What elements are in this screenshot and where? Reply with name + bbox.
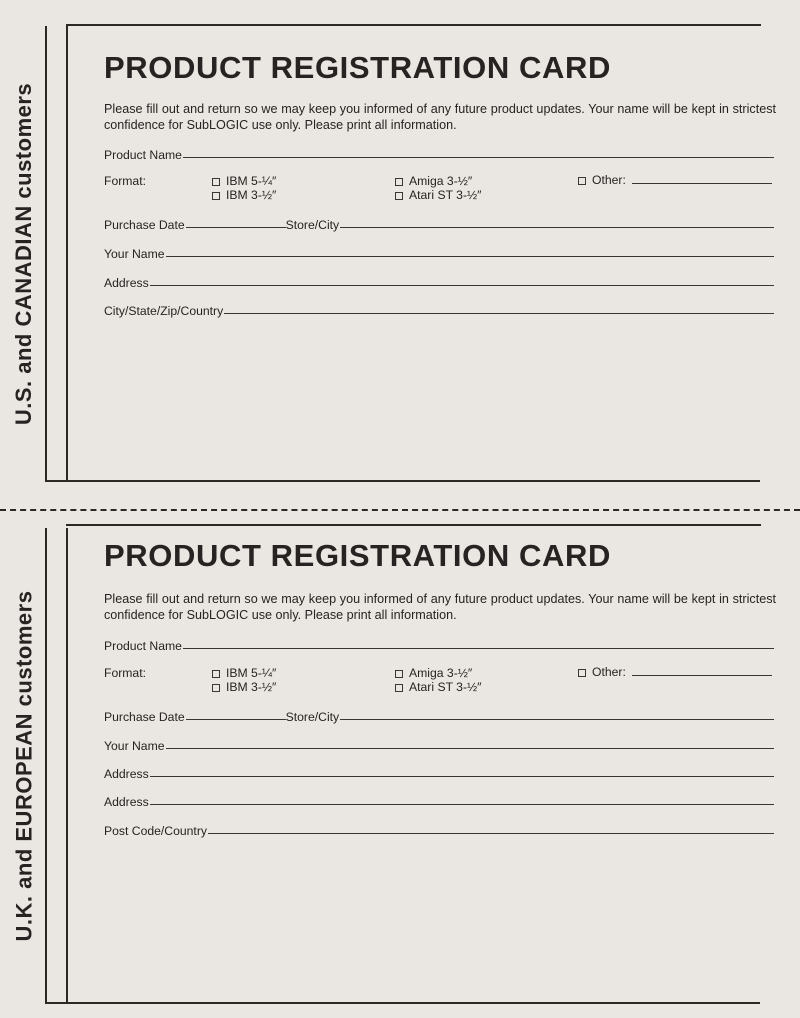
- address-field-1[interactable]: [104, 765, 774, 781]
- intro-text: Please fill out and return so we may keep you informed of any future product updates. Your name will be kept in strictest confidence for SubLOGIC use only. Please print all information.: [104, 592, 776, 622]
- product-name-line[interactable]: [183, 157, 774, 158]
- product-name-field[interactable]: [104, 637, 774, 653]
- registration-card-us-canada: [0, 0, 800, 500]
- inner-border: [66, 528, 68, 1004]
- checkbox-icon[interactable]: [395, 684, 403, 692]
- your-name-label: Your Name: [104, 247, 165, 261]
- store-city-label: Store/City: [285, 218, 340, 232]
- city-state-field[interactable]: [104, 302, 774, 318]
- product-name-label: Product Name: [104, 639, 182, 653]
- checkbox-icon[interactable]: [578, 177, 586, 185]
- checkbox-icon[interactable]: [395, 670, 403, 678]
- address-line[interactable]: [150, 776, 774, 777]
- checkbox-icon[interactable]: [212, 684, 220, 692]
- purchase-date-line[interactable]: [186, 227, 286, 228]
- top-border: [66, 24, 761, 26]
- post-code-line[interactable]: [208, 833, 774, 834]
- checkbox-icon[interactable]: [395, 192, 403, 200]
- option-atari-st-3-5[interactable]: Atari ST 3-½″: [395, 680, 482, 694]
- address-line[interactable]: [150, 285, 774, 286]
- your-name-field[interactable]: [104, 737, 774, 753]
- left-border: [45, 26, 47, 482]
- side-label: U.S. and CANADIAN customers: [11, 82, 36, 426]
- top-border: [66, 524, 761, 526]
- product-name-label: Product Name: [104, 148, 182, 162]
- option-other[interactable]: Other:: [578, 173, 626, 187]
- bottom-border: [45, 1002, 760, 1004]
- city-state-line[interactable]: [224, 313, 774, 314]
- post-code-field[interactable]: [104, 822, 774, 838]
- purchase-date-label: Purchase Date: [104, 218, 185, 232]
- option-other[interactable]: Other:: [578, 665, 626, 679]
- city-state-label: City/State/Zip/Country: [104, 304, 224, 318]
- checkbox-icon[interactable]: [212, 192, 220, 200]
- store-city-line[interactable]: [340, 227, 774, 228]
- card-title: PRODUCT REGISTRATION CARD: [104, 50, 611, 85]
- format-label: Format:: [104, 666, 146, 680]
- side-label: U.K. and EUROPEAN customers: [11, 590, 36, 942]
- inner-border: [66, 26, 68, 482]
- product-name-field[interactable]: [104, 146, 774, 162]
- your-name-field[interactable]: [104, 245, 774, 261]
- your-name-label: Your Name: [104, 739, 165, 753]
- option-ibm-3-5[interactable]: IBM 3-½″: [212, 680, 276, 694]
- address-label: Address: [104, 276, 149, 290]
- checkbox-icon[interactable]: [212, 178, 220, 186]
- checkbox-icon[interactable]: [395, 178, 403, 186]
- format-label: Format:: [104, 174, 146, 188]
- option-ibm-3-5[interactable]: IBM 3-½″: [212, 188, 276, 202]
- store-city-line[interactable]: [340, 719, 774, 720]
- purchase-date-label: Purchase Date: [104, 710, 185, 724]
- other-line[interactable]: [632, 675, 772, 676]
- bottom-border: [45, 480, 760, 482]
- address-field[interactable]: [104, 274, 774, 290]
- your-name-line[interactable]: [166, 256, 774, 257]
- checkbox-icon[interactable]: [212, 670, 220, 678]
- card-title: PRODUCT REGISTRATION CARD: [104, 538, 611, 573]
- product-name-line[interactable]: [183, 648, 774, 649]
- address-line[interactable]: [150, 804, 774, 805]
- option-amiga-3-5[interactable]: Amiga 3-½″: [395, 174, 472, 188]
- option-amiga-3-5[interactable]: Amiga 3-½″: [395, 666, 472, 680]
- address-label: Address: [104, 795, 149, 809]
- other-line[interactable]: [632, 183, 772, 184]
- intro-text: Please fill out and return so we may keep you informed of any future product updates. Your name will be kept in strictest confidence for SubLOGIC use only. Please print all information.: [104, 102, 776, 132]
- option-ibm-5-25[interactable]: IBM 5-¼″: [212, 174, 276, 188]
- checkbox-icon[interactable]: [578, 669, 586, 677]
- purchase-date-row: [104, 708, 774, 724]
- registration-card-uk-europe: [0, 500, 800, 1018]
- address-label: Address: [104, 767, 149, 781]
- option-atari-st-3-5[interactable]: Atari ST 3-½″: [395, 188, 482, 202]
- left-border: [45, 528, 47, 1004]
- store-city-label: Store/City: [285, 710, 340, 724]
- option-ibm-5-25[interactable]: IBM 5-¼″: [212, 666, 276, 680]
- post-code-label: Post Code/Country: [104, 824, 207, 838]
- your-name-line[interactable]: [166, 748, 774, 749]
- address-field-2[interactable]: [104, 793, 774, 809]
- purchase-date-row: [104, 216, 774, 232]
- purchase-date-line[interactable]: [186, 719, 286, 720]
